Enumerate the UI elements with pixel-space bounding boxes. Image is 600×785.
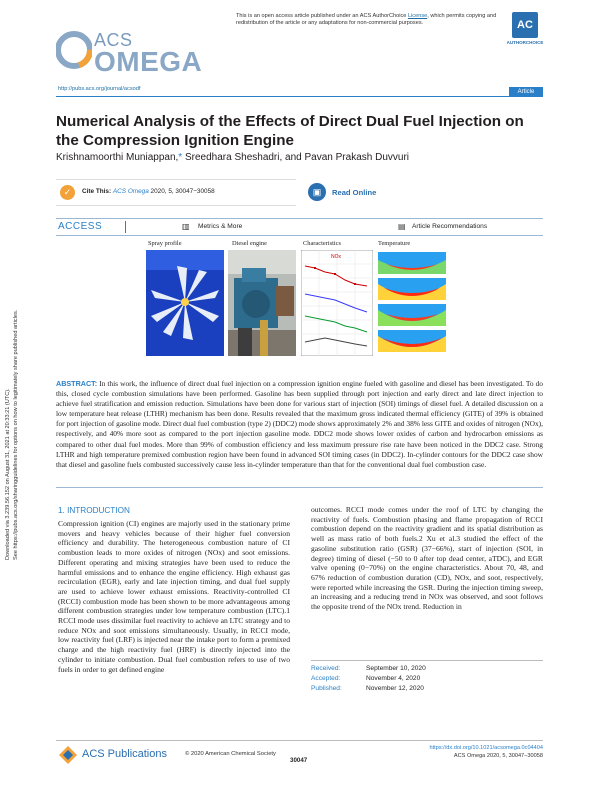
cite-label: Cite This: (82, 188, 112, 195)
accepted-label: Accepted: (311, 675, 341, 682)
abstract-heading: ABSTRACT: (56, 379, 98, 388)
toc-label-engine: Diesel engine (232, 240, 267, 247)
footer-doi (420, 745, 543, 760)
read-online-icon[interactable]: ▣ (308, 183, 326, 201)
characteristics-chart (301, 250, 373, 356)
header-divider (56, 96, 543, 97)
author-list (56, 152, 409, 163)
sharing-guidelines[interactable]: See https://pubs.acs.org/sharingguidelines for options on how to legitimately share published articles. (13, 309, 19, 560)
published-date: November 12, 2020 (366, 685, 424, 692)
abstract-text: In this work, the influence of direct dual fuel injection on a compression ignition engine fueled with gasoline and diesel has been investigated. To do this, closed cycle combustion simulations have been performed. Gasoline has been supplied through port injection and early direct and late direct injection to achieve fuel stratification and emission reduction. Simulations have been done for various start of injection (SOI) timings of diesel fuel. A detailed discussion on a low temperature heat release (LTHR) mechanism has been done. Results revealed that the maximum gross indicated thermal efficiency (GITE) of 39% is obtained for port injection of gasoline mode. Direct dual fuel combustion (type 2) (DDC2) mode shows approximately 2% and 38% less GITE and oxides of nitrogen (NOx), respectively, and 40% more soot as compared to the port injection gasoline mode. DDC2 mode shows lower oxides of carbon and hydrocarbon emissions as compared to other dual fuel modes. More than 99% of combustion efficiency and less maximum pressure rise rate have been noticed in the DDC2 case. Strong LTHR and high temperature premixed combustion region have been found in advanced SOI timing cases (in DDC2). In-cylinder contours for the DDC2 case show that diesel and gasoline fuels combusted successively cause less in-cylinder temperature than that for the conventional dual fuel combustion case. (56, 379, 543, 469)
journal-name-bottom: OMEGA (94, 46, 203, 77)
accepted-date: November 4, 2020 (366, 675, 421, 682)
doi-link[interactable]: https://dx.doi.org/10.1021/acsomega.0c04404 (429, 745, 543, 751)
authorchoice-label: AUTHORCHOICE (506, 40, 544, 45)
other-authors[interactable]: Sreedhara Sheshadri, and Pavan Prakash Duvvuri (182, 152, 409, 163)
citation-short: ACS Omega 2020, 5, 30047−30058 (453, 752, 543, 759)
received-label: Received: (311, 665, 341, 672)
cite-this[interactable] (82, 188, 215, 195)
acs-publications-logo-icon[interactable] (58, 745, 78, 765)
download-info: Downloaded via 3.239.56.152 on August 31, 2021 at 20:33:21 (UTC). (5, 388, 11, 560)
access-separator (125, 221, 126, 233)
corresponding-author-mark[interactable]: * (178, 152, 183, 163)
received-date: September 10, 2020 (366, 665, 426, 672)
omega-logo-icon (56, 28, 92, 72)
chart-legend: NOx (331, 254, 341, 260)
recommendations-icon[interactable]: ▤ (398, 222, 406, 231)
toc-label-spray: Spray profile (148, 240, 182, 247)
article-type-tag: Article (509, 87, 543, 97)
spray-profile-image (146, 250, 224, 356)
copyright: © 2020 American Chemical Society (185, 751, 276, 757)
abstract-divider (56, 487, 543, 488)
section-heading-introduction: 1. INTRODUCTION (58, 506, 130, 515)
recommendations-link[interactable]: Article Recommendations (412, 223, 488, 230)
read-online-link[interactable]: Read Online (332, 188, 377, 197)
accepted-row (311, 674, 543, 684)
bar-chart-icon[interactable]: ▥ (182, 222, 190, 231)
published-label: Published: (311, 685, 342, 692)
authorchoice-badge[interactable]: AC (512, 12, 538, 38)
metrics-link[interactable]: Metrics & More (198, 223, 243, 230)
author-1[interactable]: Krishnamoorthi Muniappan, (56, 152, 179, 163)
body-column-left: Compression ignition (CI) engines are majorly used in the stationary prime movers and heavy vehicles because of their higher fuel conversion efficiency and durability. The heterogeneous combustion nature of CI combustion leads to more oxides of nitrogen (NOx) and soot emissions. Different operating and mixing strategies have been used to reduce the harmful emissions and to enhance the engine efficiency. High exhaust gas recirculation (EGR), early and late injection timing, and dual fuel supply are used to achieve lower exhaust emissions. Reactivity-controlled CI (RCCI) combustion mode has been shown to be more advantageous among different combustion strategies under low temperature combustion (LTC).1 RCCI mode uses dissimilar fuel reactivity to achieve an LTC strategy and to reduce NOx and soot emissions simultaneously. Usually, in RCCI mode, low reactivity fuel (LRF) is injected near the intake port to form a premixed charge and the high reactivity fuel (HRF) is directly injected into the cylinder to initiate combustion. Dual fuel combustion refers to use of two fuels in order to get defined engine (58, 519, 290, 674)
toc-graphic (146, 240, 448, 358)
footer-divider (56, 740, 543, 741)
oa-note-text-2: , which permits copying and redistribution of the article or any adaptations for non-commercial purposes. (236, 13, 497, 27)
cite-journal: ACS Omega (112, 188, 149, 195)
download-sidebar (4, 200, 20, 560)
temperature-contours (376, 250, 448, 356)
access-label: ACCESS (58, 221, 103, 232)
quote-icon[interactable]: ✓ (60, 185, 75, 200)
publisher-name[interactable]: ACS Publications (82, 748, 167, 760)
journal-logo[interactable] (56, 28, 203, 80)
body-column-right: outcomes. RCCI mode comes under the roof of LTC by changing the reactivity of fuels. Combustion phasing and flame propagation of RCCI combustion depend on the reactivity gradient and its spatial distribution as well as mass ratio of both fuels.2 Xu et al.3 studied the effect of the gasoline substitution ratio (GSR) (37−66%), start of injection (SOI, in degree) timing of diesel (−50 to 0 after top dead center, aTDC), and EGR valve opening (0−70%) on the engine characteristics. About 70, 48, and 67% reduction of combustion duration (CD), NOx, and soot, respectively, were reported while increasing the GSR. During the injection timing sweep, an increasing and a reducing trend in NOx was observed, and soot follows the opposite trend of the NOx trend. Reduction in (311, 505, 543, 612)
oa-note-text: This is an open access article published under an ACS AuthorChoice (236, 13, 408, 19)
open-access-note (236, 13, 506, 27)
article-title: Numerical Analysis of the Effects of Direct Dual Fuel Injection on the Compression Ignition Engine (56, 113, 524, 149)
toc-label-characteristics: Characteristics (303, 240, 341, 247)
license-link[interactable]: License (407, 13, 428, 19)
cite-details: 2020, 5, 30047−30058 (148, 188, 215, 195)
engine-photo (228, 250, 296, 356)
page-number: 30047 (290, 757, 308, 764)
published-row (311, 684, 543, 694)
toc-label-temperature: Temperature (378, 240, 411, 247)
journal-url[interactable]: http://pubs.acs.org/journal/acsodf (58, 86, 141, 92)
received-row (311, 664, 543, 674)
publication-dates (311, 660, 543, 694)
journal-name-top: ACS (94, 30, 133, 50)
abstract (56, 379, 543, 470)
